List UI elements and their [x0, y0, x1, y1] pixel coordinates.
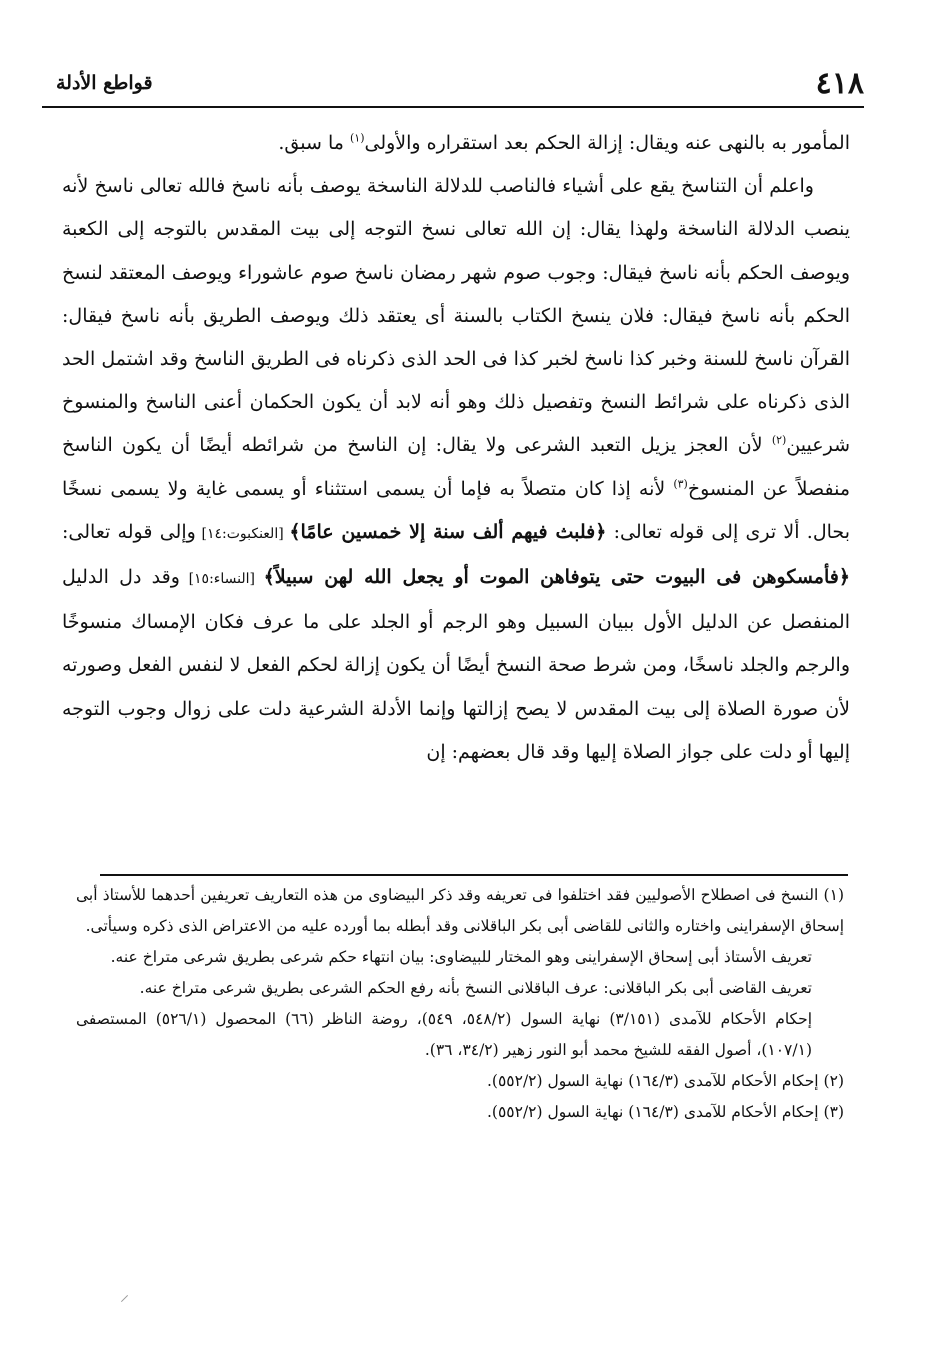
footnote-ref-3: (٣) — [673, 477, 688, 491]
quran-verse-2: ﴿فأمسكوهن فى البيوت حتى يتوفاهن الموت أو يجعل الله لهن سبيلاً﴾ — [263, 566, 850, 589]
footnote-ref-1: (١) — [349, 131, 365, 145]
footnote-1 — [76, 880, 844, 942]
paragraph-1-text: المأمور به بالنهى عنه ويقال: إزالة الحكم بعد استقراره والأولى — [364, 132, 850, 154]
footnote-3-number: (٣) — [823, 1103, 844, 1121]
running-title: قواطع الأدلة — [56, 72, 153, 94]
scan-mark — [121, 1295, 128, 1302]
footnote-separator — [100, 874, 848, 876]
paragraph-1 — [62, 122, 850, 165]
quran-verse-1: ﴿فلبث فيهم ألف سنة إلا خمسين عامًا﴾ — [289, 520, 607, 543]
paragraph-2-text-e: وقد دل الدليل المنفصل عن الدليل الأول ببيان السبيل وهو الرجم أو الجلد على ما عرف فكان الإمساك منسوخًا والرجم والجلد ناسخًا، ومن شرط صحة النسخ أيضًا أن يكون إزالة لحكم الفعل لا لنفس الفعل وصورته لأن صورة الصلاة إلى بيت المقدس لا يصح إزالتها وإنما الأدلة الشرعية دلت على زوال وجوب التوجه إليها أو دلت على جواز الصلاة إليها وقد قال بعضهم: إن — [62, 566, 850, 763]
paragraph-1-end: ما سبق. — [278, 132, 350, 154]
footnote-1-sources: إحكام الأحكام للآمدى (٣/١٥١) نهاية السول (٥٤٨/٢، ٥٤٩)، روضة الناظر (٦٦) المحصول (٥٢٦/١) المستصفى (١٠٧/١)، أصول الفقه للشيخ محمد أبو النور زهير (٣٤/٢، ٣٦). — [76, 1010, 812, 1059]
footnote-1-definition-baqillani: تعريف القاضى أبى بكر الباقلانى: عرف الباقلانى النسخ بأنه رفع الحكم الشرعى بطريق شرعى متراخ عنه. — [139, 979, 812, 997]
paragraph-2 — [62, 165, 850, 774]
paragraph-2-text-b: لأن العجز يزيل التعبد الشرعى ولا يقال: إن الناسخ من شرائطه أيضًا أن يكون الناسخ منفصلاً عن المنسوخ — [62, 434, 851, 500]
footnote-1-number: (١) — [823, 886, 844, 904]
paragraph-2-text-d: وإلى قوله تعالى: — [62, 520, 196, 543]
footnote-3-text: إحكام الأحكام للآمدى (١٦٤/٣) نهاية السول (٥٥٢/٢). — [487, 1103, 819, 1121]
verse-reference-1: [العنكبوت:١٤] — [195, 525, 290, 542]
paragraph-2-text-c: لأنه إذا كان متصلاً به فإما أن يسمى استثناء أو يسمى غاية ولا يسمى نسخًا بحال. ألا ترى إلى قوله تعالى: — [62, 477, 850, 543]
footnote-1-definition-isfaraini: تعريف الأستاذ أبى إسحاق الإسفراينى وهو المختار للبيضاوى: بيان انتهاء حكم شرعى بطريق شرعى متراخ عنه. — [110, 948, 812, 966]
main-text — [62, 122, 850, 774]
page-header — [42, 62, 864, 108]
footnote-2-text: إحكام الأحكام للآمدى (١٦٤/٣) نهاية السول (٥٥٢/٢). — [487, 1072, 819, 1090]
verse-reference-2: [النساء:١٥] — [179, 571, 264, 588]
footnote-ref-2: (٢) — [771, 434, 787, 448]
page-number: ٤١٨ — [815, 66, 864, 101]
paragraph-2-text-a: واعلم أن التناسخ يقع على أشياء فالناصب للدلالة الناسخة يوصف بأنه ناسخ فالله تعالى ناسخ لأنه ينصب الدلالة الناسخة ولهذا يقال: إن الله تعالى نسخ التوجه إلى بيت المقدس بالتوجه إلى الكعبة ويوصف الحكم بأنه ناسخ فيقال: وجوب صوم شهر رمضان ناسخ صوم عاشوراء ويوصف المعتقد لنسخ الحكم بأنه ناسخ فيقال: فلان ينسخ الكتاب بالسنة أى يعتقد ذلك ويوصف الطريق بأنه ناسخ فيقال: القرآن ناسخ للسنة وخبر كذا ناسخ لخبر كذا فى الحد الذى ذكرناه فى الطريق الناسخ وقد اشتمل الحد الذى ذكرناه على شرائط النسخ وتفصيل ذلك وهو أنه لابد أن يكون الحكمان أعنى الناسخ والمنسوخ شرعيين — [62, 175, 850, 457]
footnotes — [76, 880, 844, 1128]
footnote-2 — [76, 1066, 844, 1097]
footnote-3 — [76, 1097, 844, 1128]
footnote-2-number: (٢) — [823, 1072, 844, 1090]
footnote-1-text-a: النسخ فى اصطلاح الأصوليين فقد اختلفوا فى تعريفه وقد ذكر البيضاوى من هذه التعاريف تعريفين أحدهما للأستاذ أبى إسحاق الإسفراينى واختاره والثانى للقاضى أبى بكر الباقلانى وقد أبطله بما أورده عليه من الاعتراض الذى ذكره وسيأتى. — [76, 886, 844, 935]
